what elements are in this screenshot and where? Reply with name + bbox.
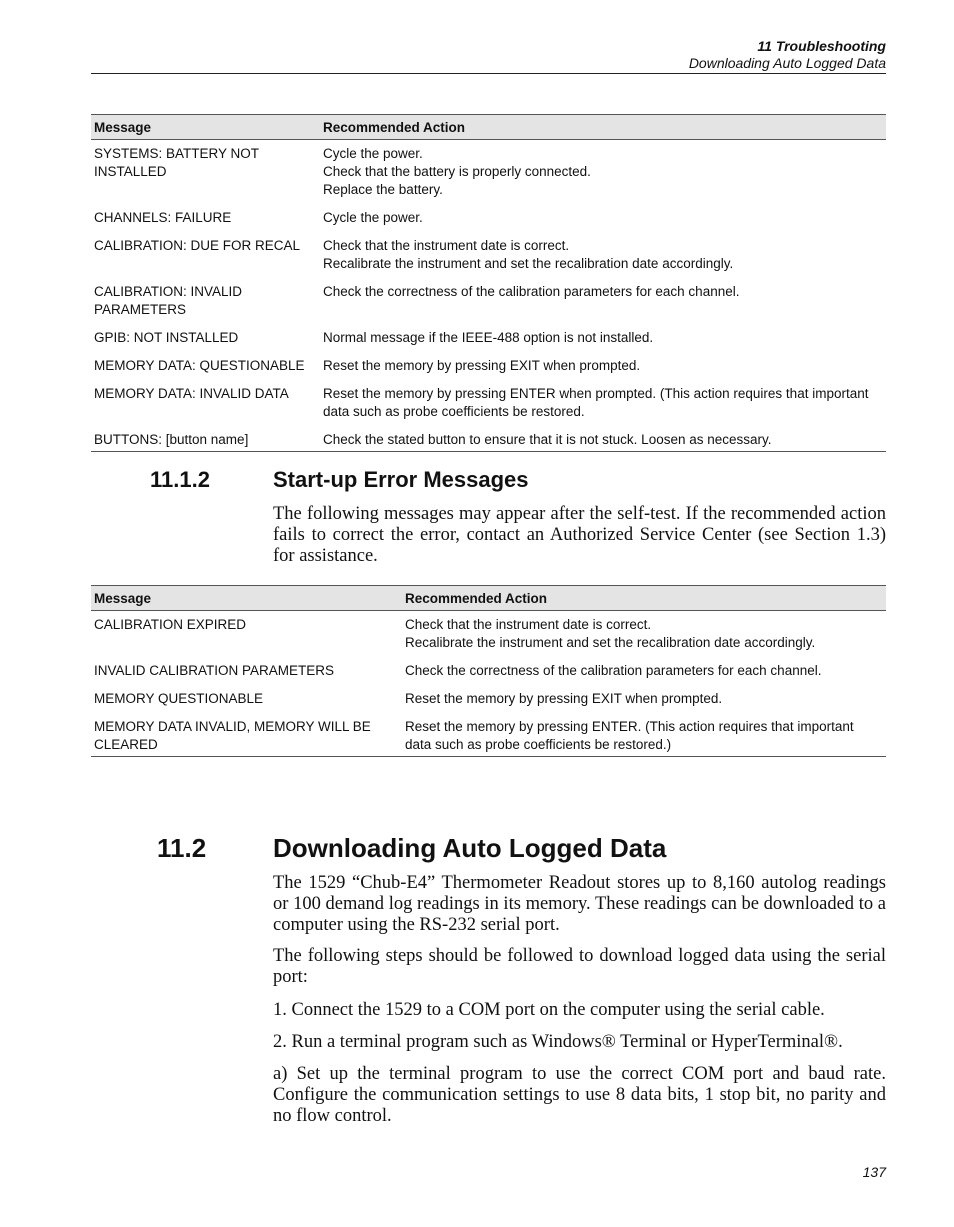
section-number: 11.1.2 <box>150 467 210 492</box>
table-row <box>91 611 886 661</box>
action-line: Cycle the power. <box>323 210 423 225</box>
action-line: Recalibrate the instrument and set the recalibration date accordingly. <box>405 635 816 650</box>
step-2a: a) Set up the terminal program to use the correct COM port and baud rate. Configure the communication settings to use 8 data bits, 1 stop bit, no parity and no flow control. <box>273 1064 886 1126</box>
body-paragraph: The following messages may appear after the self-test. If the recommended action fails to correct the error, contact an Authorized Service Center (see Section 1.3) for assistance. <box>273 504 886 566</box>
body-paragraph: The 1529 “Chub-E4” Thermometer Readout stores up to 8,160 autolog readings or 100 demand log readings in its memory. These readings can be downloaded to a computer using the RS-232 serial port. <box>273 873 886 935</box>
message-cell: MEMORY QUESTIONABLE <box>94 691 264 706</box>
action-line: Reset the memory by pressing EXIT when prompted. <box>405 691 723 706</box>
column-header-recommended-action: Recommended Action <box>402 586 886 611</box>
recommended-action-cell <box>320 207 886 235</box>
message-cell: BUTTONS: [button name] <box>91 429 320 452</box>
running-head-section: Downloading Auto Logged Data <box>688 55 886 71</box>
error-message-table-2 <box>91 585 886 757</box>
action-line: Check the correctness of the calibration parameters for each channel. <box>405 663 822 678</box>
action-line: Normal message if the IEEE-488 option is not installed. <box>323 330 654 345</box>
section-number: 11.2 <box>157 833 207 863</box>
message-cell: SYSTEMS: BATTERY NOT INSTALLED <box>94 146 259 179</box>
table-row <box>91 716 886 757</box>
recommended-action-cell <box>320 281 886 327</box>
table-row <box>91 207 886 235</box>
action-line: Check that the instrument date is correct. <box>323 238 570 253</box>
message-cell: INVALID CALIBRATION PARAMETERS <box>94 663 335 678</box>
table-row <box>91 235 886 281</box>
message-cell: CALIBRATION: INVALID PARAMETERS <box>94 284 243 317</box>
column-header-message: Message <box>91 115 320 140</box>
action-line: Reset the memory by pressing EXIT when prompted. <box>323 358 641 373</box>
recommended-action-cell <box>402 611 886 661</box>
message-cell: MEMORY DATA: INVALID DATA <box>94 386 289 401</box>
table-row <box>91 688 886 716</box>
action-line: Check the stated button to ensure that it is not stuck. Loosen as necessary. <box>323 432 772 447</box>
step-2: 2. Run a terminal program such as Windows® Terminal or HyperTerminal®. <box>273 1032 843 1052</box>
message-cell: GPIB: NOT INSTALLED <box>94 330 239 345</box>
action-line: Check that the instrument date is correct. <box>405 617 652 632</box>
message-cell: CHANNELS: FAILURE <box>94 210 232 225</box>
recommended-action-cell <box>402 660 886 688</box>
recommended-action-cell <box>320 429 886 452</box>
table-row <box>91 281 886 327</box>
action-line: Replace the battery. <box>323 182 443 197</box>
table-header-row <box>91 115 886 140</box>
table-row <box>91 383 886 429</box>
action-line: Recalibrate the instrument and set the recalibration date accordingly. <box>323 256 734 271</box>
recommended-action-cell <box>320 383 886 429</box>
recommended-action-cell <box>320 140 886 208</box>
running-head-chapter: 11 Troubleshooting <box>757 38 886 54</box>
page-number: 137 <box>862 1164 886 1180</box>
step-1: 1. Connect the 1529 to a COM port on the computer using the serial cable. <box>273 1000 825 1020</box>
action-line: Cycle the power. <box>323 146 423 161</box>
table-row <box>91 429 886 452</box>
header-rule <box>91 73 886 74</box>
message-cell: CALIBRATION EXPIRED <box>94 617 247 632</box>
action-line: Reset the memory by pressing ENTER when prompted. (This action requires that important data such as probe coefficients be restored. <box>323 386 869 419</box>
column-header-recommended-action: Recommended Action <box>320 115 886 140</box>
running-head <box>689 38 886 72</box>
message-cell: MEMORY DATA: QUESTIONABLE <box>94 358 305 373</box>
message-cell: CALIBRATION: DUE FOR RECAL <box>94 238 301 253</box>
body-paragraph: The following steps should be followed to download logged data using the serial port: <box>273 946 886 987</box>
message-cell: MEMORY DATA INVALID, MEMORY WILL BE CLEARED <box>91 716 402 757</box>
section-title: Start-up Error Messages <box>273 467 529 492</box>
recommended-action-cell <box>402 716 886 757</box>
recommended-action-cell <box>402 688 886 716</box>
action-line: Reset the memory by pressing ENTER. (This action requires that important data such as probe coefficients be restored.) <box>405 719 854 752</box>
recommended-action-cell <box>320 327 886 355</box>
column-header-message: Message <box>91 586 402 611</box>
table-row <box>91 660 886 688</box>
recommended-action-cell <box>320 355 886 383</box>
recommended-action-cell <box>320 235 886 281</box>
table-row <box>91 355 886 383</box>
table-header-row <box>91 586 886 611</box>
section-title: Downloading Auto Logged Data <box>273 833 667 863</box>
action-line: Check that the battery is properly connected. <box>323 164 591 179</box>
action-line: Check the correctness of the calibration parameters for each channel. <box>323 284 740 299</box>
table-row <box>91 140 886 208</box>
table-row <box>91 327 886 355</box>
error-message-table-1 <box>91 114 886 452</box>
